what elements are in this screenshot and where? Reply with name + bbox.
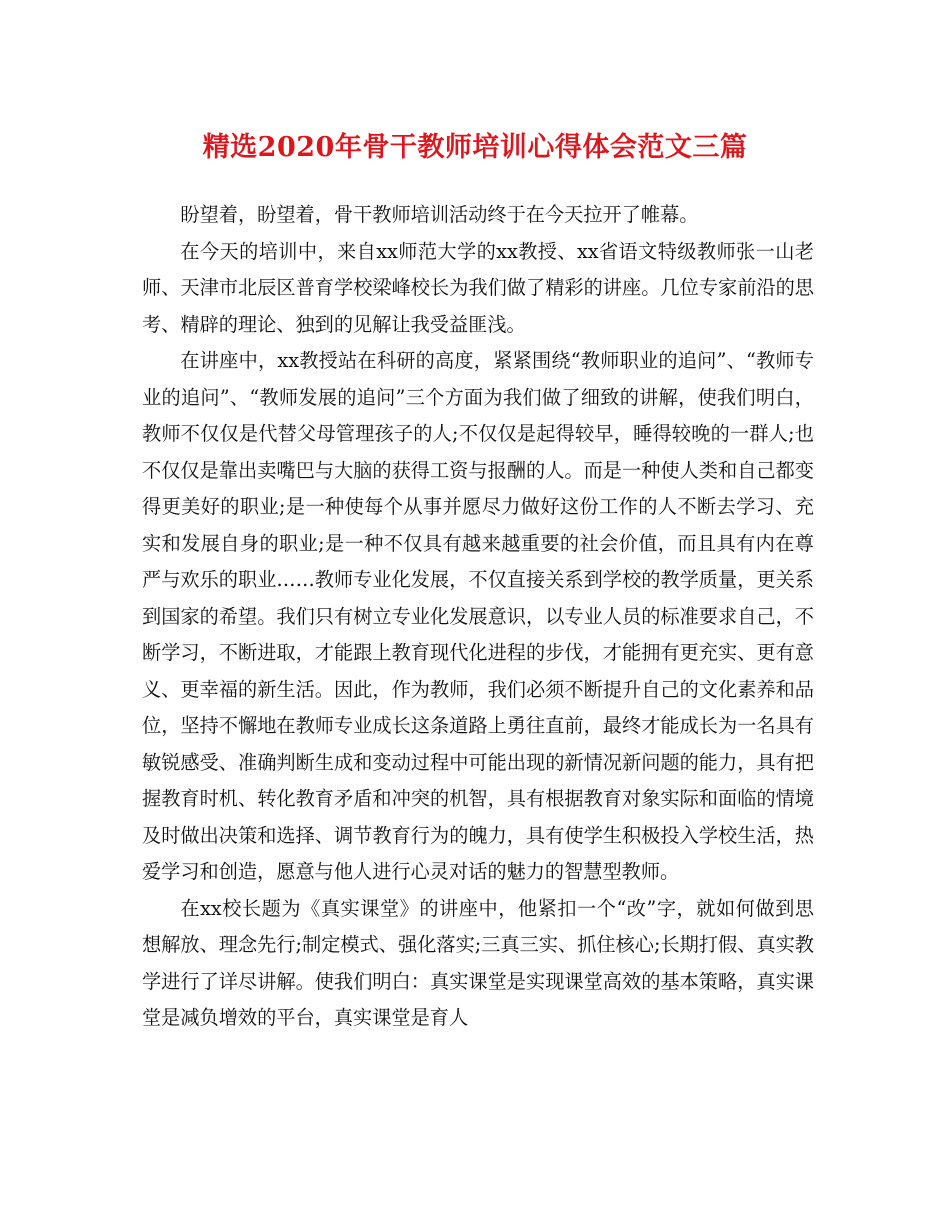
document-body [142, 197, 814, 1037]
paragraph-3: 在讲座中，xx教授站在科研的高度，紧紧围绕“教师职业的追问”、“教师专业的追问”、“教师发展的追问”三个方面为我们做了细致的讲解，使我们明白，教师不仅仅是代替父母管理孩子的人;不仅仅是起得较早，睡得较晚的一群人;也不仅仅是靠出卖嘴巴与大脑的获得工资与报酬的人。而是一种使人类和自己都变得更美好的职业;是一种使每个从事并愿尽力做好这份工作的人不断去学习、充实和发展自身的职业;是一种不仅具有越来越重要的社会价值，而且具有内在尊严与欢乐的职业……教师专业化发展，不仅直接关系到学校的教学质量，更关系到国家的希望。我们只有树立专业化发展意识，以专业人员的标准要求自己，不断学习，不断进取，才能跟上教育现代化进程的步伐，才能拥有更充实、更有意义、更幸福的新生活。因此，作为教师，我们必须不断提升自己的文化素养和品位，坚持不懈地在教师专业成长这条道路上勇往直前，最终才能成长为一名具有敏锐感受、准确判断生成和变动过程中可能出现的新情况新问题的能力，具有把握教育时机、转化教育矛盾和冲突的机智，具有根据教育对象实际和面临的情境及时做出决策和选择、调节教育行为的魄力，具有使学生积极投入学校生活，热爱学习和创造，愿意与他人进行心灵对话的魅力的智慧型教师。 [142, 349, 814, 883]
paragraph-4: 在xx校长题为《真实课堂》的讲座中，他紧扣一个“改”字，就如何做到思想解放、理念先行;制定模式、强化落实;三真三实、抓住核心;长期打假、真实教学进行了详尽讲解。使我们明白：真实课堂是实现课堂高效的基本策略，真实课堂是减负增效的平台，真实课堂是育人 [142, 896, 814, 1029]
document-title: 精选2020年骨干教师培训心得体会范文三篇 [202, 132, 748, 163]
paragraph-1: 盼望着，盼望着，骨干教师培训活动终于在今天拉开了帷幕。 [180, 203, 699, 226]
paragraph-2: 在今天的培训中，来自xx师范大学的xx教授、xx省语文特级教师张一山老师、天津市北辰区普育学校梁峰校长为我们做了精彩的讲座。几位专家前沿的思考、精辟的理论、独到的见解让我受益匪浅。 [142, 239, 814, 336]
